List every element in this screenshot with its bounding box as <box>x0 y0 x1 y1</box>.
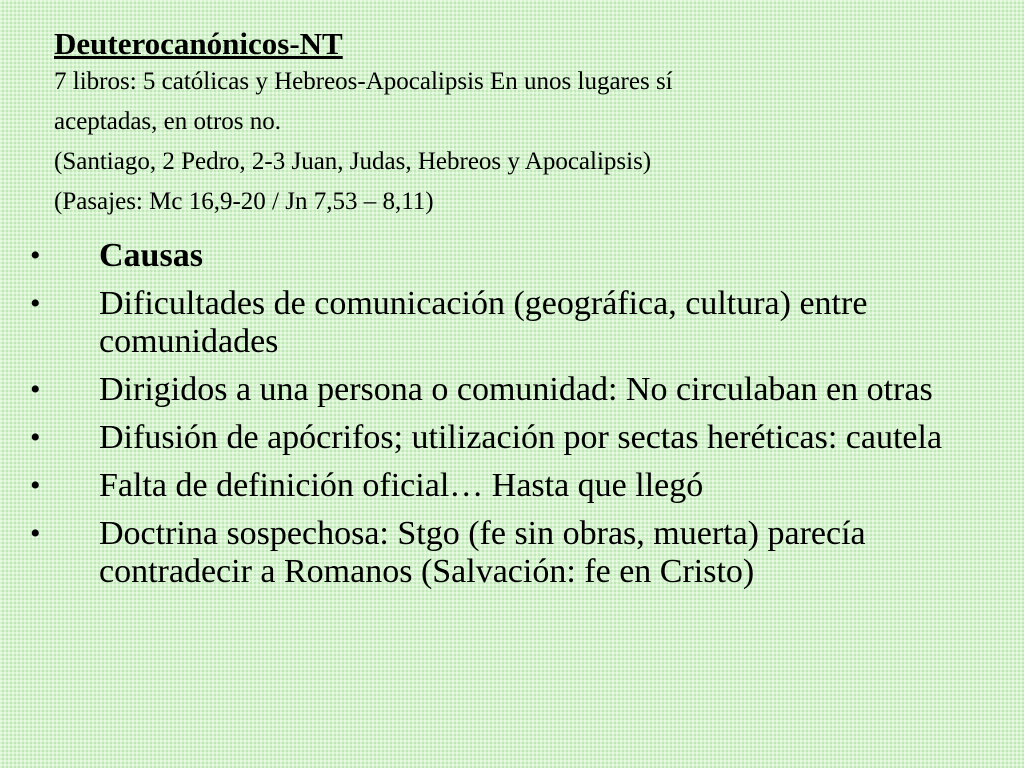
bullet-item <box>0 515 1024 591</box>
bullet-dot: • <box>30 421 41 454</box>
bullet-text: Causas <box>99 237 203 274</box>
subtitle-line: aceptadas, en otros no. <box>54 108 282 135</box>
bullet-dot: • <box>30 517 41 550</box>
bullet-dot: • <box>30 239 41 272</box>
bullet-text: Dirigidos a una persona o comunidad: No circulaban en otras <box>99 371 933 408</box>
bullet-text: Difusión de apócrifos; utilización por sectas heréticas: cautela <box>99 419 943 456</box>
bullet-item <box>0 371 1024 409</box>
bullet-item <box>0 467 1024 505</box>
bullet-dot: • <box>30 469 41 502</box>
bullet-list <box>0 237 1024 601</box>
subtitle-line: (Santiago, 2 Pedro, 2-3 Juan, Judas, Hebreos y Apocalipsis) <box>54 148 652 175</box>
bullet-item <box>0 419 1024 457</box>
slide-title: Deuterocanónicos-NT <box>54 26 343 61</box>
bullet-item <box>0 285 1024 361</box>
bullet-text: Falta de definición oficial… Hasta que llegó <box>99 467 704 504</box>
slide-header <box>54 26 1004 222</box>
bullet-dot: • <box>30 373 41 406</box>
bullet-item-causas <box>0 237 1024 275</box>
subtitle-line: 7 libros: 5 católicas y Hebreos-Apocalipsis En unos lugares sí <box>54 68 673 95</box>
bullet-text: Dificultades de comunicación (geográfica, cultura) entre comunidades <box>99 285 868 360</box>
bullet-dot: • <box>30 287 41 320</box>
bullet-text: Doctrina sospechosa: Stgo (fe sin obras, muerta) parecía contradecir a Romanos (Salvación: fe en Cristo) <box>99 515 866 590</box>
subtitle-line: (Pasajes: Mc 16,9-20 / Jn 7,53 – 8,11) <box>54 188 434 215</box>
